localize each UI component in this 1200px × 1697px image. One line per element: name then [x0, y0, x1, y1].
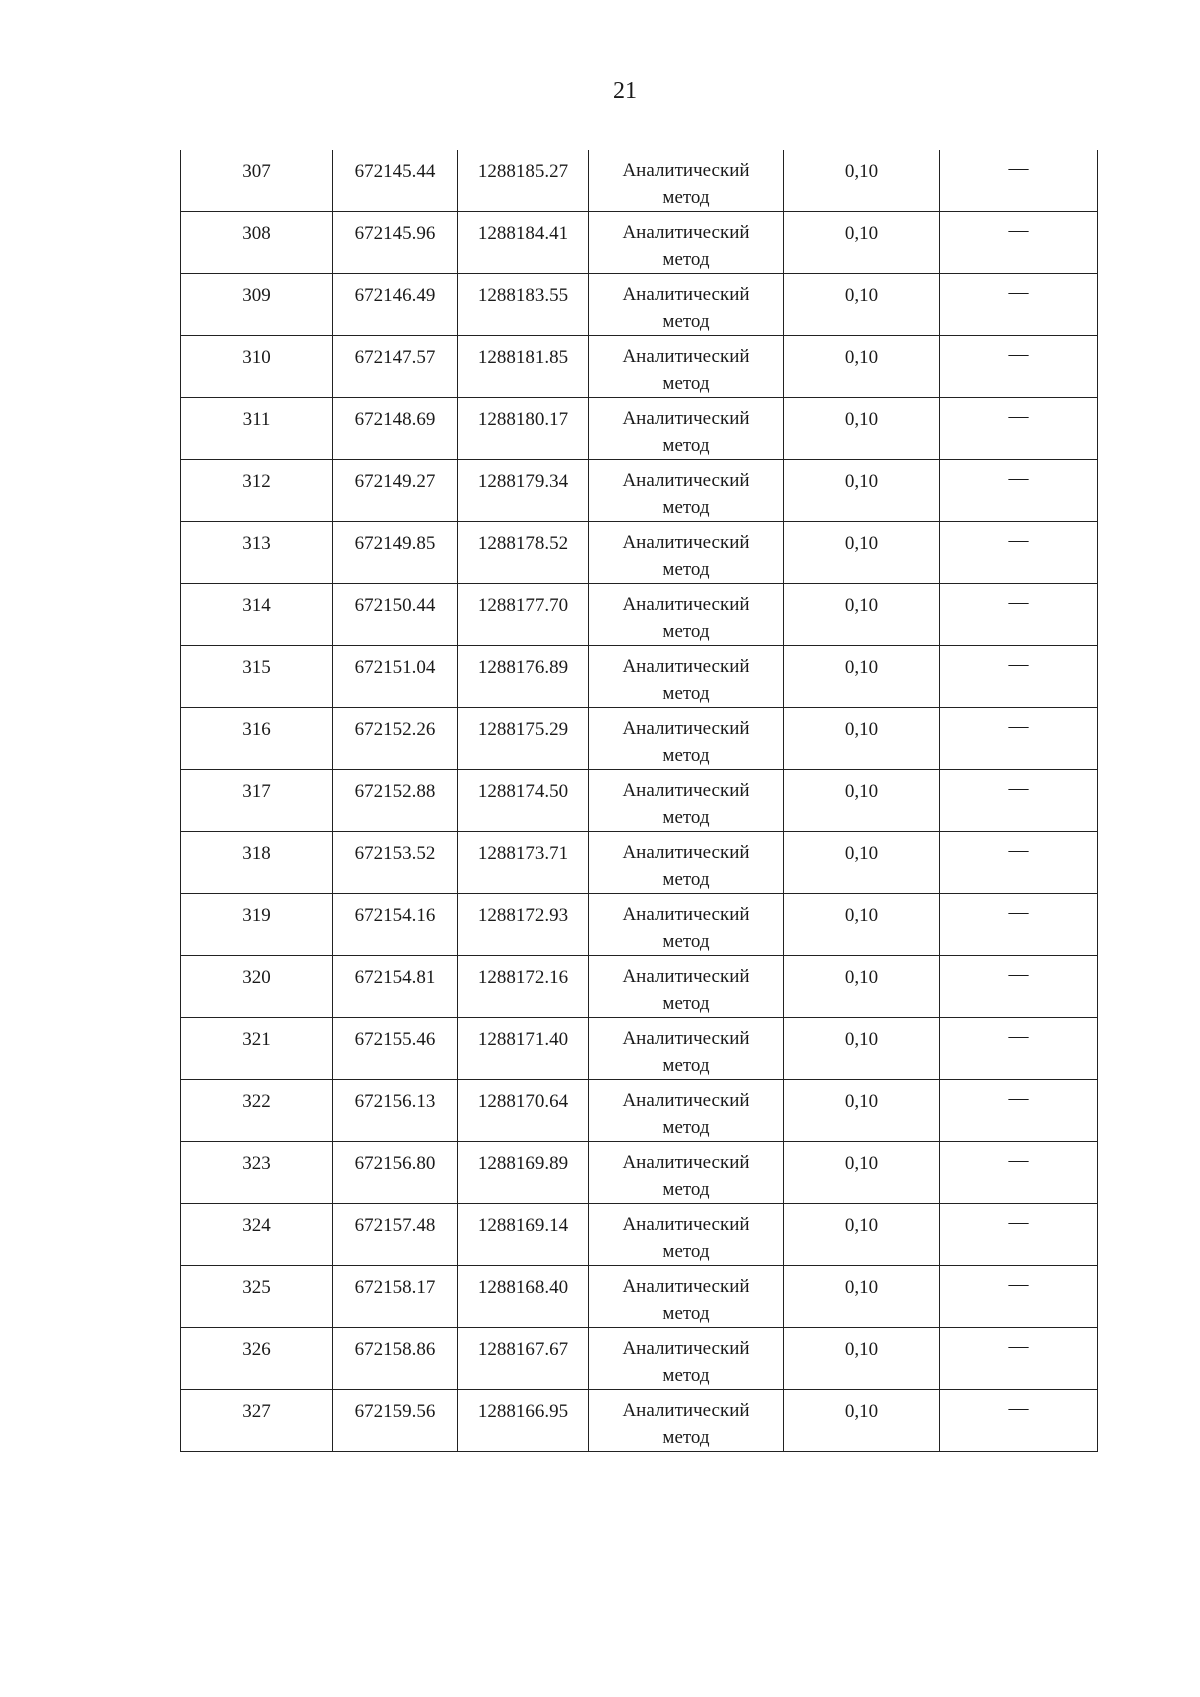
method-line-1: Аналитический: [622, 1276, 750, 1297]
y-coordinate-cell: [458, 460, 589, 522]
x-coordinate-cell-text: 672158.17: [354, 1277, 436, 1298]
point-number-cell: [181, 212, 333, 274]
method-line-1: Аналитический: [622, 408, 750, 429]
note-cell-text: —: [1008, 1025, 1029, 1047]
method-line-2: метод: [662, 311, 710, 332]
method-cell: [589, 336, 784, 398]
note-cell: [940, 1328, 1098, 1390]
y-coordinate-cell-text: 1288175.29: [477, 719, 569, 740]
point-number-cell: [181, 646, 333, 708]
method-cell: [589, 832, 784, 894]
x-coordinate-cell-text: 672152.26: [354, 719, 436, 740]
note-cell: [940, 150, 1098, 212]
accuracy-cell: [784, 336, 940, 398]
note-cell-text: —: [1008, 777, 1029, 799]
accuracy-cell-text: 0,10: [844, 533, 879, 554]
note-cell-text: —: [1008, 1149, 1029, 1171]
y-coordinate-cell-text: 1288176.89: [477, 657, 569, 678]
x-coordinate-cell: [333, 150, 458, 212]
x-coordinate-cell-text: 672158.86: [354, 1339, 436, 1360]
note-cell: [940, 212, 1098, 274]
y-coordinate-cell: [458, 522, 589, 584]
x-coordinate-cell: [333, 1328, 458, 1390]
note-cell-text: —: [1008, 281, 1029, 303]
y-coordinate-cell: [458, 894, 589, 956]
y-coordinate-cell-text: 1288183.55: [477, 285, 569, 306]
method-line-2: метод: [662, 187, 710, 208]
accuracy-cell: [784, 584, 940, 646]
method-cell: [589, 150, 784, 212]
method-line-2: метод: [662, 745, 710, 766]
accuracy-cell-text: 0,10: [844, 285, 879, 306]
table-row: [181, 832, 1098, 894]
note-cell: [940, 398, 1098, 460]
x-coordinate-cell: [333, 832, 458, 894]
method-cell: [589, 1266, 784, 1328]
y-coordinate-cell: [458, 150, 589, 212]
point-number-cell: [181, 894, 333, 956]
y-coordinate-cell-text: 1288174.50: [477, 781, 569, 802]
x-coordinate-cell: [333, 1018, 458, 1080]
note-cell: [940, 894, 1098, 956]
method-line-2: метод: [662, 993, 710, 1014]
y-coordinate-cell: [458, 956, 589, 1018]
note-cell-text: —: [1008, 1087, 1029, 1109]
accuracy-cell: [784, 956, 940, 1018]
accuracy-cell: [784, 894, 940, 956]
accuracy-cell: [784, 460, 940, 522]
table-row: [181, 584, 1098, 646]
accuracy-cell-text: 0,10: [844, 471, 879, 492]
y-coordinate-cell-text: 1288184.41: [477, 223, 569, 244]
note-cell-text: —: [1008, 405, 1029, 427]
x-coordinate-cell-text: 672151.04: [354, 657, 436, 678]
note-cell-text: —: [1008, 839, 1029, 861]
y-coordinate-cell: [458, 708, 589, 770]
accuracy-cell-text: 0,10: [844, 781, 879, 802]
method-cell: [589, 1204, 784, 1266]
point-number-cell: [181, 398, 333, 460]
point-number-cell-text: 308: [242, 223, 271, 244]
y-coordinate-cell: [458, 1080, 589, 1142]
accuracy-cell: [784, 832, 940, 894]
accuracy-cell: [784, 1204, 940, 1266]
method-line-2: метод: [662, 559, 710, 580]
method-line-2: метод: [662, 435, 710, 456]
point-number-cell-text: 325: [242, 1277, 271, 1298]
method-line-1: Аналитический: [622, 1090, 750, 1111]
y-coordinate-cell: [458, 398, 589, 460]
method-cell: [589, 1390, 784, 1452]
note-cell-text: —: [1008, 1211, 1029, 1233]
x-coordinate-cell-text: 672145.96: [354, 223, 436, 244]
point-number-cell-text: 320: [242, 967, 271, 988]
accuracy-cell: [784, 150, 940, 212]
y-coordinate-cell: [458, 212, 589, 274]
y-coordinate-cell: [458, 646, 589, 708]
x-coordinate-cell: [333, 956, 458, 1018]
accuracy-cell: [784, 522, 940, 584]
x-coordinate-cell-text: 672150.44: [354, 595, 436, 616]
point-number-cell-text: 324: [242, 1215, 271, 1236]
method-line-1: Аналитический: [622, 532, 750, 553]
x-coordinate-cell: [333, 522, 458, 584]
x-coordinate-cell: [333, 894, 458, 956]
x-coordinate-cell: [333, 1390, 458, 1452]
table-row: [181, 398, 1098, 460]
note-cell: [940, 956, 1098, 1018]
page-number: 21: [613, 78, 637, 104]
point-number-cell: [181, 1204, 333, 1266]
y-coordinate-cell-text: 1288169.14: [477, 1215, 569, 1236]
point-number-cell-text: 311: [242, 409, 271, 430]
x-coordinate-cell: [333, 460, 458, 522]
method-line-1: Аналитический: [622, 346, 750, 367]
point-number-cell: [181, 1390, 333, 1452]
point-number-cell: [181, 1080, 333, 1142]
accuracy-cell-text: 0,10: [844, 595, 879, 616]
accuracy-cell-text: 0,10: [844, 843, 879, 864]
point-number-cell-text: 317: [242, 781, 271, 802]
y-coordinate-cell: [458, 584, 589, 646]
table-row: [181, 212, 1098, 274]
accuracy-cell-text: 0,10: [844, 161, 879, 182]
point-number-cell-text: 326: [242, 1339, 271, 1360]
method-line-1: Аналитический: [622, 1338, 750, 1359]
accuracy-cell-text: 0,10: [844, 347, 879, 368]
x-coordinate-cell: [333, 584, 458, 646]
y-coordinate-cell-text: 1288172.16: [477, 967, 569, 988]
method-cell: [589, 956, 784, 1018]
method-line-1: Аналитический: [622, 284, 750, 305]
accuracy-cell-text: 0,10: [844, 223, 879, 244]
method-line-1: Аналитический: [622, 1400, 750, 1421]
method-line-2: метод: [662, 1365, 710, 1386]
y-coordinate-cell-text: 1288171.40: [477, 1029, 569, 1050]
point-number-cell: [181, 770, 333, 832]
method-line-2: метод: [662, 1241, 710, 1262]
point-number-cell-text: 327: [242, 1401, 271, 1422]
table-row: [181, 1142, 1098, 1204]
point-number-cell-text: 319: [242, 905, 271, 926]
note-cell-text: —: [1008, 157, 1029, 179]
x-coordinate-cell-text: 672154.16: [354, 905, 436, 926]
table-row: [181, 522, 1098, 584]
point-number-cell: [181, 1142, 333, 1204]
method-line-2: метод: [662, 373, 710, 394]
note-cell: [940, 832, 1098, 894]
y-coordinate-cell: [458, 336, 589, 398]
note-cell-text: —: [1008, 1335, 1029, 1357]
method-line-1: Аналитический: [622, 594, 750, 615]
point-number-cell-text: 313: [242, 533, 271, 554]
method-cell: [589, 212, 784, 274]
coordinates-table-body: [181, 150, 1098, 1452]
note-cell: [940, 1390, 1098, 1452]
method-cell: [589, 894, 784, 956]
x-coordinate-cell-text: 672149.27: [354, 471, 436, 492]
accuracy-cell: [784, 708, 940, 770]
coordinates-table: [180, 150, 1098, 1452]
note-cell: [940, 584, 1098, 646]
x-coordinate-cell-text: 672154.81: [354, 967, 436, 988]
x-coordinate-cell: [333, 770, 458, 832]
x-coordinate-cell-text: 672153.52: [354, 843, 436, 864]
y-coordinate-cell-text: 1288167.67: [477, 1339, 569, 1360]
accuracy-cell-text: 0,10: [844, 719, 879, 740]
point-number-cell: [181, 708, 333, 770]
x-coordinate-cell: [333, 646, 458, 708]
note-cell: [940, 460, 1098, 522]
accuracy-cell-text: 0,10: [844, 1215, 879, 1236]
x-coordinate-cell-text: 672155.46: [354, 1029, 436, 1050]
accuracy-cell-text: 0,10: [844, 1401, 879, 1422]
method-line-1: Аналитический: [622, 470, 750, 491]
accuracy-cell-text: 0,10: [844, 967, 879, 988]
accuracy-cell: [784, 212, 940, 274]
method-cell: [589, 584, 784, 646]
y-coordinate-cell: [458, 1266, 589, 1328]
x-coordinate-cell-text: 672148.69: [354, 409, 436, 430]
x-coordinate-cell: [333, 212, 458, 274]
method-cell: [589, 770, 784, 832]
method-line-2: метод: [662, 1303, 710, 1324]
accuracy-cell: [784, 1328, 940, 1390]
accuracy-cell: [784, 1018, 940, 1080]
point-number-cell: [181, 274, 333, 336]
method-cell: [589, 398, 784, 460]
point-number-cell: [181, 150, 333, 212]
method-line-2: метод: [662, 807, 710, 828]
note-cell: [940, 274, 1098, 336]
note-cell: [940, 1018, 1098, 1080]
note-cell: [940, 1266, 1098, 1328]
table-row: [181, 1204, 1098, 1266]
accuracy-cell-text: 0,10: [844, 1029, 879, 1050]
point-number-cell: [181, 1266, 333, 1328]
table-row: [181, 1328, 1098, 1390]
table-row: [181, 1390, 1098, 1452]
accuracy-cell: [784, 398, 940, 460]
note-cell-text: —: [1008, 901, 1029, 923]
note-cell: [940, 646, 1098, 708]
x-coordinate-cell-text: 672152.88: [354, 781, 436, 802]
point-number-cell: [181, 956, 333, 1018]
accuracy-cell: [784, 770, 940, 832]
x-coordinate-cell-text: 672149.85: [354, 533, 436, 554]
table-row: [181, 150, 1098, 212]
y-coordinate-cell-text: 1288179.34: [477, 471, 569, 492]
point-number-cell-text: 321: [242, 1029, 271, 1050]
table-row: [181, 894, 1098, 956]
y-coordinate-cell: [458, 1204, 589, 1266]
table-row: [181, 708, 1098, 770]
method-cell: [589, 708, 784, 770]
x-coordinate-cell: [333, 336, 458, 398]
y-coordinate-cell-text: 1288173.71: [477, 843, 569, 864]
point-number-cell-text: 314: [242, 595, 271, 616]
table-row: [181, 1266, 1098, 1328]
method-cell: [589, 522, 784, 584]
x-coordinate-cell: [333, 274, 458, 336]
table-row: [181, 1018, 1098, 1080]
note-cell: [940, 1080, 1098, 1142]
y-coordinate-cell-text: 1288185.27: [477, 161, 569, 182]
method-line-2: метод: [662, 621, 710, 642]
x-coordinate-cell-text: 672145.44: [354, 161, 436, 182]
accuracy-cell-text: 0,10: [844, 905, 879, 926]
x-coordinate-cell: [333, 1204, 458, 1266]
method-line-1: Аналитический: [622, 656, 750, 677]
y-coordinate-cell: [458, 832, 589, 894]
method-cell: [589, 1080, 784, 1142]
method-cell: [589, 1142, 784, 1204]
accuracy-cell: [784, 646, 940, 708]
method-cell: [589, 1328, 784, 1390]
point-number-cell-text: 312: [242, 471, 271, 492]
accuracy-cell: [784, 1266, 940, 1328]
y-coordinate-cell-text: 1288169.89: [477, 1153, 569, 1174]
x-coordinate-cell-text: 672157.48: [354, 1215, 436, 1236]
accuracy-cell: [784, 1390, 940, 1452]
note-cell-text: —: [1008, 963, 1029, 985]
point-number-cell-text: 323: [242, 1153, 271, 1174]
x-coordinate-cell: [333, 708, 458, 770]
note-cell-text: —: [1008, 343, 1029, 365]
method-line-2: метод: [662, 1179, 710, 1200]
point-number-cell: [181, 336, 333, 398]
y-coordinate-cell: [458, 770, 589, 832]
point-number-cell: [181, 460, 333, 522]
point-number-cell-text: 309: [242, 285, 271, 306]
table-row: [181, 646, 1098, 708]
method-line-2: метод: [662, 249, 710, 270]
table-row: [181, 460, 1098, 522]
table-row: [181, 1080, 1098, 1142]
x-coordinate-cell: [333, 398, 458, 460]
y-coordinate-cell-text: 1288181.85: [477, 347, 569, 368]
method-line-1: Аналитический: [622, 222, 750, 243]
note-cell-text: —: [1008, 219, 1029, 241]
y-coordinate-cell-text: 1288168.40: [477, 1277, 569, 1298]
table-row: [181, 336, 1098, 398]
method-line-2: метод: [662, 497, 710, 518]
table-row: [181, 956, 1098, 1018]
note-cell: [940, 1142, 1098, 1204]
accuracy-cell: [784, 1142, 940, 1204]
x-coordinate-cell-text: 672156.80: [354, 1153, 436, 1174]
table-row: [181, 274, 1098, 336]
accuracy-cell-text: 0,10: [844, 1153, 879, 1174]
x-coordinate-cell: [333, 1266, 458, 1328]
accuracy-cell-text: 0,10: [844, 1277, 879, 1298]
method-cell: [589, 460, 784, 522]
point-number-cell: [181, 1328, 333, 1390]
note-cell: [940, 770, 1098, 832]
method-line-1: Аналитический: [622, 1028, 750, 1049]
method-line-2: метод: [662, 869, 710, 890]
point-number-cell: [181, 522, 333, 584]
point-number-cell-text: 315: [242, 657, 271, 678]
method-line-2: метод: [662, 1055, 710, 1076]
method-line-1: Аналитический: [622, 966, 750, 987]
x-coordinate-cell-text: 672147.57: [354, 347, 436, 368]
method-line-2: метод: [662, 1117, 710, 1138]
point-number-cell-text: 322: [242, 1091, 271, 1112]
method-line-1: Аналитический: [622, 842, 750, 863]
accuracy-cell-text: 0,10: [844, 1091, 879, 1112]
method-cell: [589, 274, 784, 336]
note-cell: [940, 708, 1098, 770]
note-cell: [940, 336, 1098, 398]
x-coordinate-cell: [333, 1080, 458, 1142]
accuracy-cell: [784, 274, 940, 336]
y-coordinate-cell-text: 1288170.64: [477, 1091, 569, 1112]
y-coordinate-cell-text: 1288180.17: [477, 409, 569, 430]
method-line-1: Аналитический: [622, 1152, 750, 1173]
method-line-2: метод: [662, 683, 710, 704]
method-line-1: Аналитический: [622, 718, 750, 739]
note-cell: [940, 1204, 1098, 1266]
y-coordinate-cell-text: 1288166.95: [477, 1401, 569, 1422]
note-cell: [940, 522, 1098, 584]
method-line-2: метод: [662, 1427, 710, 1448]
point-number-cell: [181, 584, 333, 646]
y-coordinate-cell: [458, 274, 589, 336]
point-number-cell: [181, 832, 333, 894]
note-cell-text: —: [1008, 529, 1029, 551]
method-cell: [589, 1018, 784, 1080]
method-line-1: Аналитический: [622, 904, 750, 925]
note-cell-text: —: [1008, 715, 1029, 737]
y-coordinate-cell-text: 1288177.70: [477, 595, 569, 616]
x-coordinate-cell-text: 672156.13: [354, 1091, 436, 1112]
x-coordinate-cell-text: 672159.56: [354, 1401, 436, 1422]
y-coordinate-cell: [458, 1142, 589, 1204]
y-coordinate-cell: [458, 1328, 589, 1390]
note-cell-text: —: [1008, 467, 1029, 489]
point-number-cell-text: 316: [242, 719, 271, 740]
method-line-1: Аналитический: [622, 1214, 750, 1235]
accuracy-cell-text: 0,10: [844, 409, 879, 430]
point-number-cell-text: 310: [242, 347, 271, 368]
note-cell-text: —: [1008, 653, 1029, 675]
note-cell-text: —: [1008, 1273, 1029, 1295]
x-coordinate-cell-text: 672146.49: [354, 285, 436, 306]
x-coordinate-cell: [333, 1142, 458, 1204]
note-cell-text: —: [1008, 591, 1029, 613]
point-number-cell: [181, 1018, 333, 1080]
accuracy-cell-text: 0,10: [844, 657, 879, 678]
y-coordinate-cell: [458, 1018, 589, 1080]
method-line-1: Аналитический: [622, 160, 750, 181]
method-cell: [589, 646, 784, 708]
accuracy-cell-text: 0,10: [844, 1339, 879, 1360]
y-coordinate-cell-text: 1288178.52: [477, 533, 569, 554]
y-coordinate-cell: [458, 1390, 589, 1452]
note-cell-text: —: [1008, 1397, 1029, 1419]
point-number-cell-text: 307: [242, 161, 271, 182]
method-line-1: Аналитический: [622, 780, 750, 801]
y-coordinate-cell-text: 1288172.93: [477, 905, 569, 926]
accuracy-cell: [784, 1080, 940, 1142]
table-row: [181, 770, 1098, 832]
point-number-cell-text: 318: [242, 843, 271, 864]
method-line-2: метод: [662, 931, 710, 952]
